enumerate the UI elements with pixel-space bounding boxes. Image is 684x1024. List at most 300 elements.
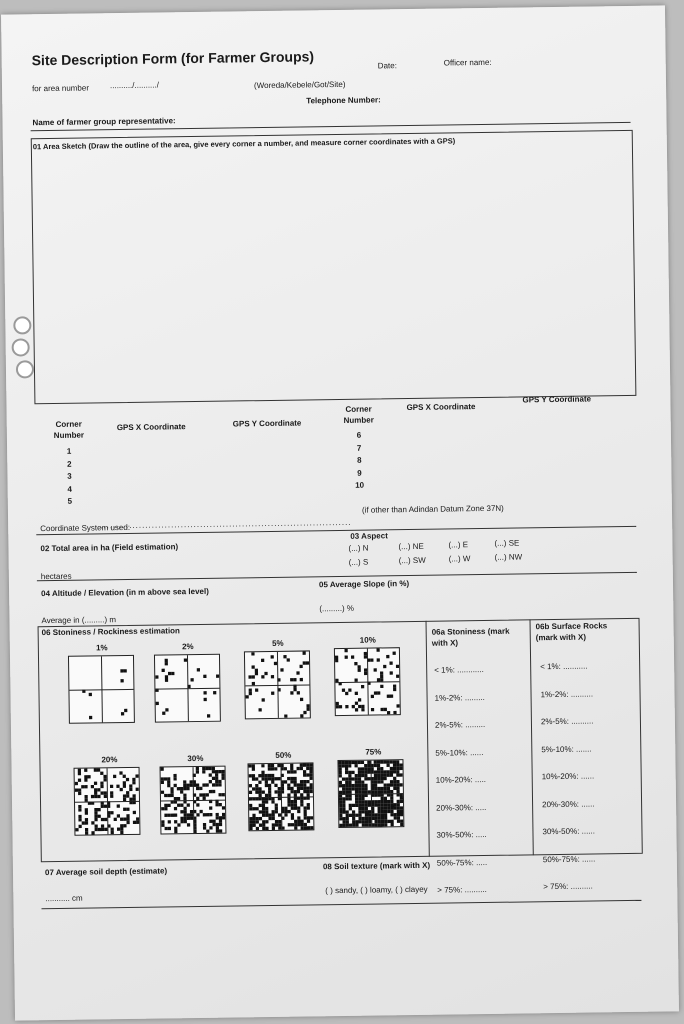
- stoniness-option[interactable]: 2%-5%: .........: [434, 719, 486, 730]
- stone-mark: [255, 791, 258, 794]
- stone-mark: [258, 791, 261, 794]
- stone-mark: [383, 770, 386, 773]
- corner-number: 8: [356, 455, 362, 465]
- stone-mark: [174, 820, 177, 823]
- stone-mark: [212, 777, 215, 780]
- stone-mark: [307, 708, 310, 711]
- stone-mark: [284, 810, 287, 813]
- stone-mark: [300, 714, 303, 717]
- stone-mark: [400, 783, 403, 786]
- stone-mark: [164, 804, 167, 807]
- stone-mark: [249, 791, 252, 794]
- stone-mark: [371, 708, 374, 711]
- stone-mark: [358, 820, 361, 823]
- stone-mark: [75, 828, 78, 831]
- stone-mark: [397, 820, 400, 823]
- stone-mark: [339, 810, 342, 813]
- stone-mark: [306, 704, 309, 707]
- stone-mark: [306, 763, 309, 766]
- stone-mark: [393, 770, 396, 773]
- stone-mark: [209, 813, 212, 816]
- stone-mark: [346, 824, 349, 827]
- stone-mark: [390, 760, 393, 763]
- stone-mark: [339, 768, 342, 771]
- surface-rocks-option[interactable]: 1%-2%: ..........: [540, 688, 594, 699]
- surface-rocks-option[interactable]: > 75%: ..........: [543, 881, 593, 892]
- form-title: Site Description Form (for Farmer Groups): [31, 48, 315, 69]
- total-area-label: 02 Total area in ha (Field estimation): [40, 542, 179, 554]
- stone-mark: [361, 804, 364, 807]
- stone-mark: [120, 824, 123, 827]
- stone-mark: [342, 801, 345, 804]
- stone-mark: [255, 669, 258, 672]
- stone-mark: [297, 816, 300, 819]
- stone-mark: [342, 787, 345, 790]
- stone-mark: [307, 803, 310, 806]
- stone-mark: [294, 826, 297, 829]
- stone-mark: [120, 827, 123, 830]
- stone-mark: [306, 780, 309, 783]
- stone-mark: [381, 807, 384, 810]
- stone-mark: [85, 818, 88, 821]
- stone-mark: [361, 784, 364, 787]
- corner-header-right: Corner Number: [343, 404, 374, 425]
- stone-mark: [78, 808, 81, 811]
- stone-mark: [346, 814, 349, 817]
- stone-mark: [396, 763, 399, 766]
- stone-mark: [365, 823, 368, 826]
- stone-mark: [294, 783, 297, 786]
- stone-mark: [268, 777, 271, 780]
- stone-mark: [352, 810, 355, 813]
- stone-mark: [365, 820, 368, 823]
- stone-mark: [358, 771, 361, 774]
- stone-mark: [304, 826, 307, 829]
- stone-mark: [364, 764, 367, 767]
- stone-mark: [287, 658, 290, 661]
- stone-mark: [164, 794, 167, 797]
- stone-mark: [396, 773, 399, 776]
- stone-mark: [342, 797, 345, 800]
- stone-mark: [349, 804, 352, 807]
- stone-mark: [383, 760, 386, 763]
- stone-mark: [265, 810, 268, 813]
- stone-mark: [342, 807, 345, 810]
- stone-mark: [309, 767, 312, 770]
- stone-mark: [212, 820, 215, 823]
- stone-mark: [180, 817, 183, 820]
- stone-mark: [390, 773, 393, 776]
- stone-mark: [84, 785, 87, 788]
- percent-label: 30%: [187, 753, 204, 764]
- stone-mark: [186, 787, 189, 790]
- stone-mark: [384, 810, 387, 813]
- stone-mark: [374, 691, 377, 694]
- stone-mark: [377, 658, 380, 661]
- stone-mark: [78, 779, 81, 782]
- corner-number: 10: [355, 480, 365, 490]
- stone-mark: [396, 665, 399, 668]
- stone-mark: [397, 816, 400, 819]
- stone-mark: [219, 819, 222, 822]
- stone-mark: [300, 783, 303, 786]
- soil-texture-options[interactable]: ( ) sandy, ( ) loamy, ( ) clayey: [325, 884, 428, 896]
- stone-mark: [94, 795, 97, 798]
- stone-mark: [365, 817, 368, 820]
- stone-mark: [167, 804, 170, 807]
- stone-mark: [98, 828, 101, 831]
- stone-mark: [156, 702, 159, 705]
- stone-mark: [164, 777, 167, 780]
- stone-mark: [168, 672, 171, 675]
- stone-mark: [339, 771, 342, 774]
- stone-mark: [309, 770, 312, 773]
- stone-mark: [133, 821, 136, 824]
- stone-mark: [294, 823, 297, 826]
- stone-mark: [268, 787, 271, 790]
- stone-mark: [184, 820, 187, 823]
- stone-mark: [358, 800, 361, 803]
- stone-mark: [165, 675, 168, 678]
- stone-mark: [94, 768, 97, 771]
- stone-mark: [165, 679, 168, 682]
- stone-mark: [343, 824, 346, 827]
- stone-mark: [361, 774, 364, 777]
- stone-mark: [380, 777, 383, 780]
- stone-mark: [272, 810, 275, 813]
- surface-rocks-option[interactable]: 30%-50%: ......: [542, 826, 595, 837]
- stone-mark: [300, 800, 303, 803]
- surface-rocks-option[interactable]: 10%-20%: ......: [541, 771, 595, 782]
- stone-mark: [377, 777, 380, 780]
- stone-mark: [300, 764, 303, 767]
- stone-mark: [196, 813, 199, 816]
- stone-mark: [377, 800, 380, 803]
- stoniness-option[interactable]: 20%-30%: .....: [436, 802, 487, 813]
- stone-mark: [393, 760, 396, 763]
- surface-rocks-option[interactable]: 20%-30%: ......: [542, 798, 595, 809]
- stone-mark: [202, 767, 205, 770]
- stone-mark: [262, 827, 265, 830]
- stone-mark: [177, 823, 180, 826]
- stone-mark: [258, 787, 261, 790]
- stone-mark: [287, 784, 290, 787]
- stoniness-pattern-1: [68, 655, 135, 724]
- stone-mark: [306, 661, 309, 664]
- stone-mark: [294, 780, 297, 783]
- stone-mark: [203, 793, 206, 796]
- stone-mark: [129, 788, 132, 791]
- soil-depth-label: 07 Average soil depth (estimate): [44, 866, 168, 878]
- stone-mark: [206, 813, 209, 816]
- stone-mark: [348, 784, 351, 787]
- stone-mark: [287, 777, 290, 780]
- stone-mark: [346, 810, 349, 813]
- stone-mark: [162, 669, 165, 672]
- stone-mark: [384, 797, 387, 800]
- stone-mark: [199, 787, 202, 790]
- stone-mark: [361, 787, 364, 790]
- stone-mark: [345, 797, 348, 800]
- stone-mark: [349, 807, 352, 810]
- stone-mark: [94, 815, 97, 818]
- surface-rocks-option[interactable]: 2%-5%: ..........: [540, 716, 594, 727]
- surface-rocks-option[interactable]: < 1%: ...........: [540, 661, 588, 672]
- stoniness-option[interactable]: 1%-2%: .........: [434, 692, 485, 703]
- stone-mark: [352, 820, 355, 823]
- stone-mark: [110, 791, 113, 794]
- stone-mark: [381, 708, 384, 711]
- stone-mark: [129, 784, 132, 787]
- representative-label: Name of farmer group representative:: [32, 116, 176, 128]
- stone-mark: [284, 780, 287, 783]
- stone-mark: [351, 655, 354, 658]
- stone-mark: [165, 659, 168, 662]
- stone-mark: [207, 714, 210, 717]
- stoniness-option[interactable]: 50%-75%: .....: [436, 857, 488, 868]
- stone-mark: [303, 773, 306, 776]
- stone-mark: [303, 806, 306, 809]
- stone-mark: [123, 775, 126, 778]
- stone-mark: [183, 807, 186, 810]
- stone-mark: [399, 773, 402, 776]
- stone-mark: [117, 814, 120, 817]
- stone-mark: [215, 780, 218, 783]
- stone-mark: [386, 655, 389, 658]
- stone-mark: [303, 783, 306, 786]
- stone-mark: [221, 773, 224, 776]
- stone-mark: [123, 781, 126, 784]
- stone-mark: [291, 807, 294, 810]
- stone-mark: [390, 803, 393, 806]
- stone-mark: [249, 784, 252, 787]
- stone-mark: [390, 780, 393, 783]
- stone-mark: [94, 811, 97, 814]
- stone-mark: [261, 771, 264, 774]
- stone-mark: [396, 704, 399, 707]
- stone-mark: [155, 675, 158, 678]
- stone-mark: [364, 774, 367, 777]
- corner-numbers-left: [63, 446, 76, 509]
- stone-mark: [167, 784, 170, 787]
- stone-mark: [380, 767, 383, 770]
- stoniness-option[interactable]: > 75%: ..........: [437, 884, 487, 895]
- stone-mark: [291, 823, 294, 826]
- stone-mark: [351, 771, 354, 774]
- aspect-label: 03 Aspect: [350, 531, 388, 541]
- stone-mark: [124, 709, 127, 712]
- stone-mark: [297, 783, 300, 786]
- stone-mark: [304, 813, 307, 816]
- stone-mark: [261, 774, 264, 777]
- stone-mark: [339, 797, 342, 800]
- stone-mark: [101, 818, 104, 821]
- stone-mark: [219, 816, 222, 819]
- stone-mark: [390, 770, 393, 773]
- aspect-se: (...) SE: [494, 538, 520, 548]
- stone-mark: [390, 820, 393, 823]
- stone-mark: [393, 711, 396, 714]
- stone-mark: [393, 764, 396, 767]
- stone-mark: [349, 824, 352, 827]
- stone-mark: [304, 816, 307, 819]
- stone-mark: [378, 813, 381, 816]
- stone-mark: [265, 814, 268, 817]
- stone-mark: [284, 767, 287, 770]
- stone-mark: [111, 828, 114, 831]
- stone-mark: [352, 705, 355, 708]
- stone-mark: [345, 768, 348, 771]
- stone-mark: [361, 771, 364, 774]
- stone-mark: [126, 778, 129, 781]
- soil-texture-label: 08 Soil texture (mark with X): [322, 860, 431, 872]
- stone-mark: [167, 781, 170, 784]
- stone-mark: [97, 795, 100, 798]
- stone-mark: [206, 830, 209, 833]
- stoniness-pattern-30: [160, 766, 227, 835]
- stone-mark: [396, 760, 399, 763]
- stone-mark: [376, 648, 379, 651]
- stone-mark: [249, 774, 252, 777]
- stone-mark: [203, 823, 206, 826]
- stone-mark: [162, 712, 165, 715]
- date-label: Date:: [377, 61, 397, 71]
- stone-mark: [132, 781, 135, 784]
- stone-mark: [358, 784, 361, 787]
- surface-rocks-option[interactable]: 50%-75%: ......: [542, 853, 596, 864]
- stone-mark: [339, 801, 342, 804]
- altitude-average: Average in (.........) m: [41, 615, 117, 626]
- stone-mark: [364, 784, 367, 787]
- stoniness-option[interactable]: 30%-50%: .....: [436, 829, 487, 840]
- stone-mark: [133, 811, 136, 814]
- stone-mark: [78, 772, 81, 775]
- aspect-nw: (...) NW: [494, 552, 523, 562]
- stone-mark: [374, 817, 377, 820]
- stone-mark: [252, 774, 255, 777]
- stone-mark: [345, 784, 348, 787]
- stone-mark: [390, 813, 393, 816]
- stone-mark: [297, 787, 300, 790]
- stone-mark: [361, 797, 364, 800]
- stone-mark: [171, 814, 174, 817]
- stone-mark: [290, 767, 293, 770]
- stone-mark: [335, 659, 338, 662]
- stone-mark: [400, 810, 403, 813]
- stone-mark: [374, 761, 377, 764]
- stone-mark: [95, 825, 98, 828]
- stone-mark: [348, 781, 351, 784]
- stone-mark: [390, 767, 393, 770]
- stone-mark: [393, 783, 396, 786]
- stone-mark: [274, 777, 277, 780]
- stone-mark: [393, 780, 396, 783]
- stone-mark: [387, 820, 390, 823]
- stone-mark: [186, 784, 189, 787]
- stone-mark: [216, 816, 219, 819]
- stone-mark: [339, 774, 342, 777]
- binder-hole: [12, 338, 30, 356]
- surface-rocks-option[interactable]: 5%-10%: .......: [541, 744, 592, 754]
- stone-mark: [384, 708, 387, 711]
- stone-mark: [171, 672, 174, 675]
- stone-mark: [126, 794, 129, 797]
- stone-mark: [294, 807, 297, 810]
- stone-mark: [196, 770, 199, 773]
- stone-mark: [218, 783, 221, 786]
- stone-mark: [380, 685, 383, 688]
- coordinate-system-label: Coordinate System used:: [40, 522, 131, 534]
- stone-mark: [300, 678, 303, 681]
- stone-mark: [384, 823, 387, 826]
- stone-mark: [222, 816, 225, 819]
- stone-mark: [271, 767, 274, 770]
- corner-number: 6: [356, 430, 362, 440]
- stone-mark: [309, 763, 312, 766]
- stone-mark: [275, 803, 278, 806]
- stone-mark: [259, 810, 262, 813]
- stone-mark: [396, 770, 399, 773]
- stone-mark: [265, 807, 268, 810]
- stone-mark: [183, 784, 186, 787]
- stone-mark: [355, 787, 358, 790]
- stoniness-options: [434, 656, 488, 904]
- stone-mark: [87, 775, 90, 778]
- stone-mark: [274, 767, 277, 770]
- stone-mark: [387, 695, 390, 698]
- stone-mark: [355, 692, 358, 695]
- percent-label: 1%: [96, 643, 108, 653]
- stone-mark: [383, 774, 386, 777]
- stoniness-pattern-20: [74, 767, 141, 836]
- stone-mark: [297, 790, 300, 793]
- stoniness-option[interactable]: 5%-10%: ......: [435, 747, 484, 758]
- stone-mark: [339, 817, 342, 820]
- stone-mark: [280, 668, 283, 671]
- stone-mark: [184, 817, 187, 820]
- stoniness-option[interactable]: 10%-20%: .....: [435, 774, 487, 785]
- stone-mark: [361, 780, 364, 783]
- stone-mark: [358, 777, 361, 780]
- stone-mark: [378, 810, 381, 813]
- stone-mark: [82, 821, 85, 824]
- stone-mark: [384, 813, 387, 816]
- stone-mark: [209, 790, 212, 793]
- stone-mark: [397, 810, 400, 813]
- stoniness-option[interactable]: < 1%: ............: [434, 665, 484, 675]
- stone-mark: [387, 810, 390, 813]
- stone-mark: [362, 817, 365, 820]
- stone-mark: [167, 794, 170, 797]
- stone-mark: [180, 790, 183, 793]
- stone-mark: [300, 820, 303, 823]
- stone-mark: [177, 787, 180, 790]
- stone-mark: [374, 770, 377, 773]
- stone-mark: [252, 820, 255, 823]
- stone-mark: [202, 770, 205, 773]
- stone-mark: [164, 807, 167, 810]
- percent-label: 10%: [359, 635, 376, 645]
- stone-mark: [291, 813, 294, 816]
- stone-mark: [390, 800, 393, 803]
- corner-number: 5: [67, 496, 73, 506]
- aspect-s: (...) S: [348, 557, 369, 567]
- stone-mark: [377, 770, 380, 773]
- stone-mark: [362, 810, 365, 813]
- stone-mark: [400, 796, 403, 799]
- aspect-n: (...) N: [348, 543, 369, 553]
- stoniness-header: 06a Stoniness (mark with X): [431, 626, 510, 648]
